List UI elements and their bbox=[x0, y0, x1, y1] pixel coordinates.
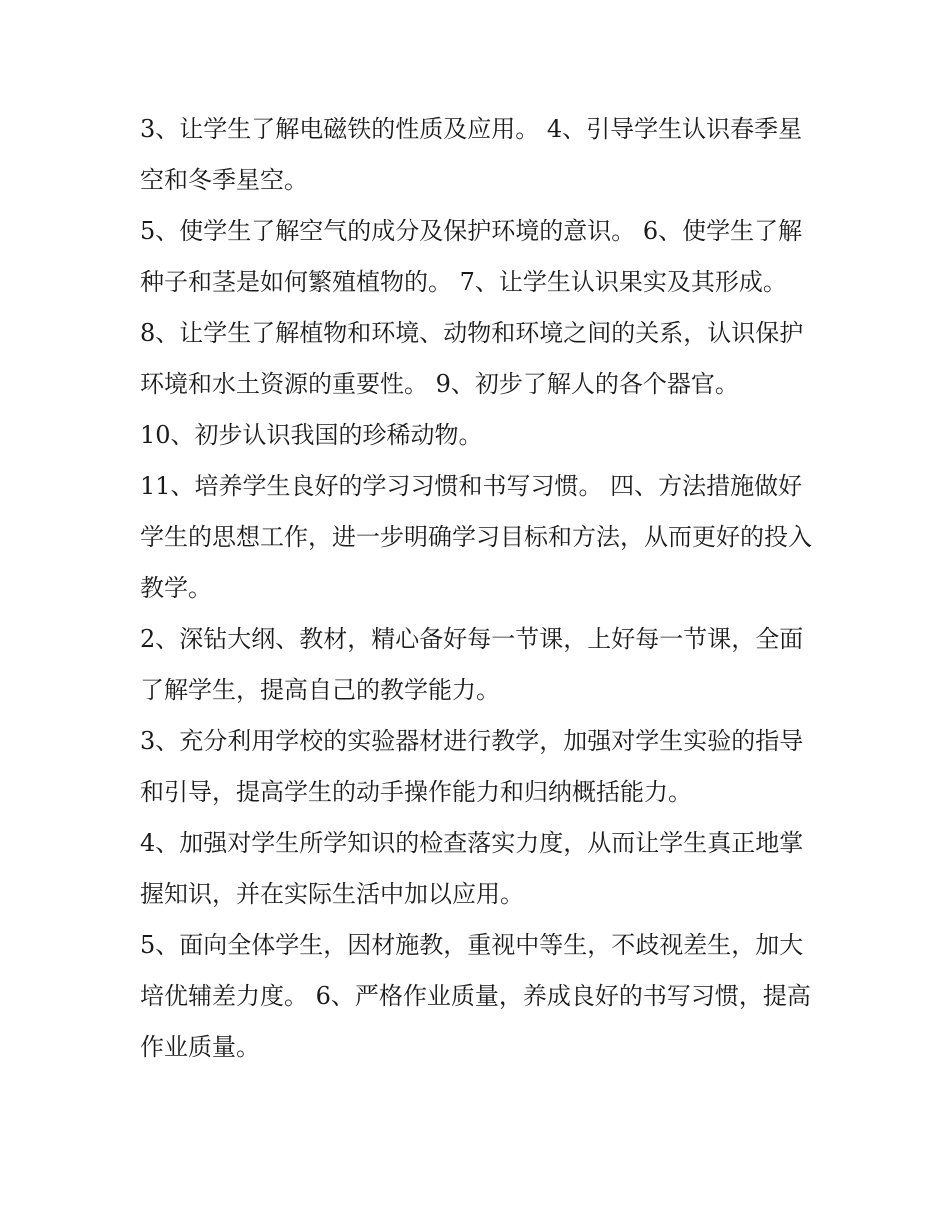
paragraph-environment-organs: 8、让学生了解植物和环境、动物和环境之间的关系，认识保护环境和水土资源的重要性。 9、初步了解人的各个器官。 bbox=[140, 319, 804, 398]
paragraph-knowledge-check: 4、加强对学生所学知识的检查落实力度，从而让学生真正地掌握知识，并在实际生活中加以应用。 bbox=[140, 829, 804, 908]
paragraph-lesson-preparation: 2、深钻大纲、教材，精心备好每一节课，上好每一节课，全面了解学生，提高自己的教学能力。 bbox=[140, 625, 804, 704]
paragraph-electromagnet-starry-sky: 3、让学生了解电磁铁的性质及应用。 4、引导学生认识春季星空和冬季星空。 bbox=[140, 115, 803, 194]
paragraph-air-seeds-fruit: 5、使学生了解空气的成分及保护环境的意识。 6、使学生了解种子和茎是如何繁殖植物的。 7、让学生认识果实及其形成。 bbox=[140, 217, 803, 296]
paragraph-experiments: 3、充分利用学校的实验器材进行教学，加强对学生实验的指导和引导，提高学生的动手操作能力和归纳概括能力。 bbox=[140, 727, 804, 806]
paragraph-habits-methods: 11、培养学生良好的学习习惯和书写习惯。 四、方法措施做好学生的思想工作，进一步明确学习目标和方法，从而更好的投入教学。 bbox=[140, 472, 812, 602]
paragraph-rare-animals: 10、初步认识我国的珍稀动物。 bbox=[140, 421, 483, 449]
document-body bbox=[140, 104, 812, 1073]
paragraph-all-students-homework: 5、面向全体学生，因材施教，重视中等生，不歧视差生，加大培优辅差力度。 6、严格作业质量，养成良好的书写习惯，提高作业质量。 bbox=[140, 931, 811, 1061]
